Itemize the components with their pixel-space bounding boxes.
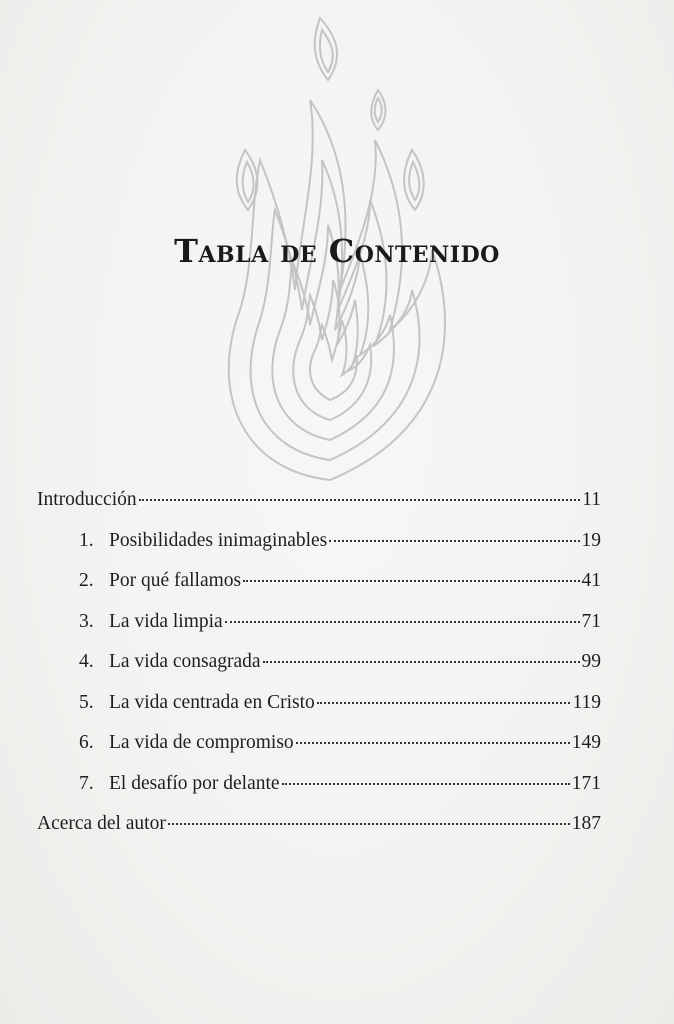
table-of-contents bbox=[37, 486, 601, 851]
dot-leader bbox=[282, 783, 570, 785]
toc-entry-chapter-1 bbox=[37, 527, 601, 568]
chapter-number: 3. bbox=[79, 610, 94, 632]
dot-leader bbox=[168, 823, 570, 825]
toc-entry-label: Por qué fallamos bbox=[109, 570, 242, 591]
toc-entry-chapter-6 bbox=[37, 729, 601, 770]
toc-entry-introduction bbox=[37, 486, 601, 527]
toc-entry-page: 19 bbox=[581, 529, 601, 551]
dot-leader bbox=[139, 499, 581, 501]
toc-entry-label: La vida limpia bbox=[109, 610, 223, 632]
toc-entry-page: 99 bbox=[581, 651, 601, 672]
toc-entry-chapter-3 bbox=[37, 608, 601, 649]
chapter-number: 7. bbox=[79, 772, 94, 794]
toc-entry-about-author bbox=[37, 810, 601, 851]
toc-entry-chapter-4 bbox=[37, 648, 601, 689]
chapter-number: 4. bbox=[79, 651, 94, 672]
dot-leader bbox=[263, 661, 580, 663]
toc-entry-page: 71 bbox=[581, 610, 601, 632]
dot-leader bbox=[225, 621, 580, 623]
dot-leader bbox=[296, 742, 570, 744]
toc-entry-page: 187 bbox=[571, 813, 601, 834]
toc-entry-label: La vida de compromiso bbox=[109, 732, 294, 753]
toc-entry-label: El desafío por delante bbox=[109, 772, 280, 794]
dot-leader bbox=[329, 540, 579, 542]
dot-leader bbox=[243, 580, 579, 582]
toc-entry-label: La vida centrada en Cristo bbox=[109, 691, 315, 713]
dot-leader bbox=[317, 702, 571, 704]
toc-entry-chapter-2 bbox=[37, 567, 601, 608]
toc-entry-page: 119 bbox=[572, 691, 601, 713]
chapter-number: 2. bbox=[79, 570, 94, 591]
toc-entry-chapter-5 bbox=[37, 689, 601, 730]
toc-entry-label: Posibilidades inimaginables bbox=[109, 529, 328, 551]
toc-entry-page: 171 bbox=[571, 772, 601, 794]
toc-entry-page: 149 bbox=[571, 732, 601, 753]
toc-entry-label: Acerca del autor bbox=[37, 813, 166, 834]
chapter-number: 6. bbox=[79, 732, 94, 753]
toc-entry-label: La vida consagrada bbox=[109, 651, 261, 672]
toc-entry-chapter-7 bbox=[37, 770, 601, 811]
toc-entry-page: 11 bbox=[582, 489, 601, 510]
page-title: Tabla de Contenido bbox=[174, 232, 500, 270]
toc-entry-page: 41 bbox=[581, 570, 601, 591]
toc-entry-label: Introducción bbox=[37, 489, 137, 510]
chapter-number: 1. bbox=[79, 529, 94, 551]
chapter-number: 5. bbox=[79, 691, 94, 713]
